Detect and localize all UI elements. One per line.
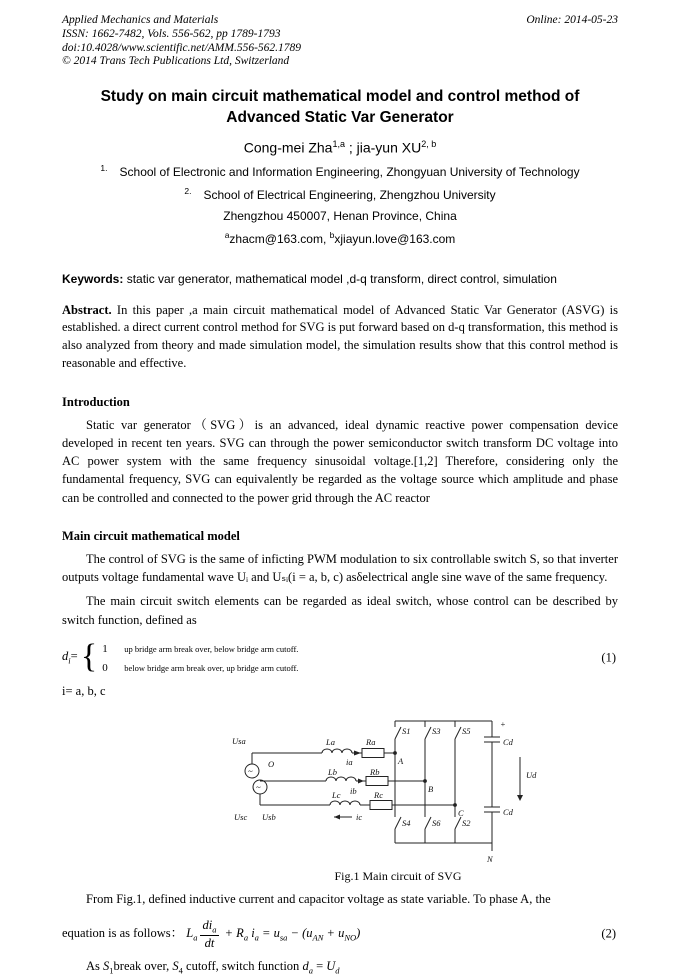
affiliation-2-text: School of Electrical Engineering, Zhengzhou University xyxy=(203,187,496,202)
equation-1-lhs xyxy=(62,649,78,666)
authors-line xyxy=(62,139,618,156)
label-ib: ib xyxy=(350,785,357,796)
paper-title-line2: Advanced Static Var Generator xyxy=(226,109,454,127)
closing-s1-sub: 1 xyxy=(109,965,114,976)
eq1-equals: = xyxy=(70,649,78,664)
affiliation-2-number: 2. xyxy=(184,185,192,196)
bridge-leg-3 xyxy=(455,721,461,843)
equation-1 xyxy=(62,639,618,677)
abstract-text: In this paper ,a main circuit mathematical model of Advanced Static Var Generator (ASVG) is established. a direct current control method for SVG is put forward based on d-q transformation, this method is also analyzed from theory and made simulation model, the simulation results show that this control method is reasonable and effective. xyxy=(62,302,618,370)
eq2-R-sub: a xyxy=(243,932,249,943)
node-c-dot xyxy=(454,803,457,806)
closing-s1: S xyxy=(103,958,110,973)
label-node-b: B xyxy=(428,783,434,794)
eq2-num-text: di xyxy=(202,917,213,932)
eq2-plus-uno: + u xyxy=(326,926,345,941)
email-b-sup: b xyxy=(329,229,335,240)
eq1-case-2-value: 0 xyxy=(102,661,108,674)
label-lb: Lb xyxy=(328,766,337,777)
node-b-dot xyxy=(424,779,427,782)
eq2-uno-sub: NO xyxy=(344,932,357,943)
keywords-text: static var generator, mathematical model ,d-q transform, direct control, simulation xyxy=(123,271,557,286)
label-cd-bottom: Cd xyxy=(503,806,513,817)
eq2-L: L xyxy=(186,926,194,941)
journal-info xyxy=(62,14,301,69)
closing-t1: As xyxy=(86,958,104,973)
journal-header xyxy=(62,14,618,69)
keywords-line xyxy=(62,272,618,286)
closing-d-sub: a xyxy=(308,965,313,976)
label-o: O xyxy=(268,758,275,769)
label-s6: S6 xyxy=(432,817,441,828)
eq2-minus-uan: − (u xyxy=(290,926,313,941)
author-1: Cong-mei Zha xyxy=(243,139,333,156)
email-b: xjiayun.love@163.com xyxy=(334,231,456,246)
equation-1-number: (1) xyxy=(601,650,616,665)
affiliations-block xyxy=(62,163,618,246)
closing-t2: break over, xyxy=(113,958,173,973)
label-rb: Rb xyxy=(370,766,380,777)
label-usb: Usb xyxy=(262,811,276,822)
paper-title-line1: Study on main circuit mathematical model and control method of xyxy=(100,88,580,106)
affiliation-address: Zhengzhou 450007, Henan Province, China xyxy=(223,208,457,223)
equation-2-math xyxy=(186,918,360,951)
equation-2-lead: equation is as follows： xyxy=(62,926,184,941)
journal-copyright: © 2014 Trans Tech Publications Ltd, Switzerland xyxy=(62,55,290,68)
label-usa: Usa xyxy=(232,735,246,746)
author-separator: ; xyxy=(344,139,357,156)
eq2-uan-sub: AN xyxy=(312,932,324,943)
abstract-label: Abstract. xyxy=(62,302,112,317)
label-la: La xyxy=(326,736,335,747)
eq1-variable: d xyxy=(62,649,69,664)
label-rc: Rc xyxy=(374,789,383,800)
label-s4: S4 xyxy=(402,817,411,828)
figure-1-caption: Fig.1 Main circuit of SVG xyxy=(334,868,462,883)
keywords-label: Keywords: xyxy=(62,271,124,286)
affiliation-1-number: 1. xyxy=(100,162,108,173)
journal-doi: doi:10.4028/www.scientific.net/AMM.556-562.1789 xyxy=(62,41,302,54)
paper-title xyxy=(76,87,604,129)
label-node-c: C xyxy=(458,807,464,818)
resistor-c xyxy=(370,800,392,809)
eq2-plus-R: + R xyxy=(224,926,244,941)
eq2-fraction xyxy=(200,918,220,951)
model-paragraph-2: The main circuit switch elements can be regarded as ideal switch, whose control can be described by switch function, defined as xyxy=(62,594,618,627)
figure-1 xyxy=(230,713,566,884)
label-s5: S5 xyxy=(462,725,471,736)
closing-t4: = xyxy=(312,958,327,973)
label-s3: S3 xyxy=(432,725,441,736)
online-date: Online: 2014-05-23 xyxy=(526,14,618,26)
model-section-heading: Main circuit mathematical model xyxy=(62,528,240,543)
eq1-case-2 xyxy=(102,658,298,677)
label-ud: Ud xyxy=(526,769,537,780)
closing-s4-sub: 4 xyxy=(178,965,183,976)
author-2-affil-sup: 2, b xyxy=(421,139,437,150)
closing-d: d xyxy=(302,958,309,973)
eq2-denominator: dt xyxy=(204,936,215,951)
equation-2-number: (2) xyxy=(601,926,616,941)
circuit-labels xyxy=(232,719,537,864)
current-arrow-a xyxy=(354,750,361,755)
eq1-case-1-value: 1 xyxy=(102,642,108,655)
email-a-sup: a xyxy=(224,229,230,240)
label-cd-top: Cd xyxy=(503,736,513,747)
abstract-paragraph xyxy=(62,302,618,373)
label-node-a: A xyxy=(398,755,404,766)
ud-arrow-head xyxy=(517,795,523,801)
circuit-wires xyxy=(245,718,523,851)
affiliation-1 xyxy=(62,163,618,179)
label-ra: Ra xyxy=(366,736,376,747)
author-2: jia-yun XU xyxy=(356,139,422,156)
label-usc: Usc xyxy=(234,811,248,822)
inductor-c xyxy=(330,801,360,805)
closing-s4: S xyxy=(172,958,179,973)
resistor-b xyxy=(366,776,388,785)
current-arrow-c xyxy=(334,814,340,819)
journal-name: Applied Mechanics and Materials xyxy=(62,14,219,26)
author-1-affil-sup: 1,a xyxy=(332,139,345,150)
after-figure-paragraph: From Fig.1, defined inductive current and capacitor voltage as state variable. To phase A, the xyxy=(86,891,551,906)
author-emails xyxy=(62,230,618,246)
inductor-b xyxy=(326,777,356,781)
affiliation-2 xyxy=(62,186,618,202)
equation-2 xyxy=(62,918,618,951)
equation-1-note: i= a, b, c xyxy=(62,684,106,699)
closing-line xyxy=(62,957,618,976)
eq2-equals-u: = u xyxy=(262,926,280,941)
node-a-dot xyxy=(394,751,397,754)
closing-u: U xyxy=(326,958,336,973)
email-a: zhacm@163.com, xyxy=(229,231,327,246)
label-ic: ic xyxy=(356,811,363,822)
eq1-case-1-text: up bridge arm break over, below bridge arm cutoff. xyxy=(124,643,299,654)
label-s2: S2 xyxy=(462,817,471,828)
label-plus: + xyxy=(500,718,506,729)
bridge-leg-1 xyxy=(395,721,401,843)
eq2-close-paren: ) xyxy=(356,926,361,941)
label-tilde-2: ~ xyxy=(256,781,261,792)
resistor-a xyxy=(362,748,384,757)
introduction-heading: Introduction xyxy=(62,394,130,409)
closing-u-sub: d xyxy=(335,965,340,976)
eq1-case-1 xyxy=(102,639,298,658)
introduction-paragraph: Static var generator（SVG）is an advanced, ideal dynamic reactive power compensation device developed in recent ten years. SVG can through the power semiconductor switch transform DC voltage into AC power system with the same frequency sinusoidal voltage.[1,2] Therefore, considering only the fundamental frequency, SVG can equivalently be regarded as the voltage source which amplitude and phase can be controlled and connected to the power grid through the AC reactor xyxy=(62,417,618,505)
eq2-u-sub: sa xyxy=(279,932,288,943)
affiliation-1-text: School of Electronic and Information Engineering, Zhongyuan University of Technology xyxy=(119,164,580,179)
capacitor-branch xyxy=(484,721,500,851)
current-arrow-b xyxy=(358,778,364,783)
eq2-num-sub: a xyxy=(212,924,217,935)
model-paragraph-1: The control of SVG is the same of inficting PWM modulation to six controllable switch S, so that inverter outputs voltage fundamental wave Uᵢ and Uₛᵢ(i = a, b, c) asδelectrical angle sine wave of the same frequency. xyxy=(62,551,618,585)
svg-main-circuit xyxy=(230,713,566,865)
label-s1: S1 xyxy=(402,725,411,736)
eq2-L-sub: a xyxy=(193,932,198,943)
label-n: N xyxy=(487,853,493,864)
eq1-cases xyxy=(102,639,298,677)
eq2-i-sub: a xyxy=(254,932,259,943)
eq2-numerator xyxy=(200,918,220,936)
journal-issn: ISSN: 1662-7482, Vols. 556-562, pp 1789-1793 xyxy=(62,27,281,40)
eq2-i: i xyxy=(251,926,255,941)
closing-t3: cutoff, switch function xyxy=(182,958,303,973)
eq1-variable-sub: i xyxy=(68,655,71,666)
inductor-a xyxy=(322,749,352,753)
label-lc: Lc xyxy=(332,789,341,800)
eq1-brace: { xyxy=(80,638,98,676)
eq1-case-2-text: below bridge arm break over, up bridge arm cutoff. xyxy=(124,662,299,673)
label-tilde-1: ~ xyxy=(248,765,253,776)
label-ia: ia xyxy=(346,756,353,767)
